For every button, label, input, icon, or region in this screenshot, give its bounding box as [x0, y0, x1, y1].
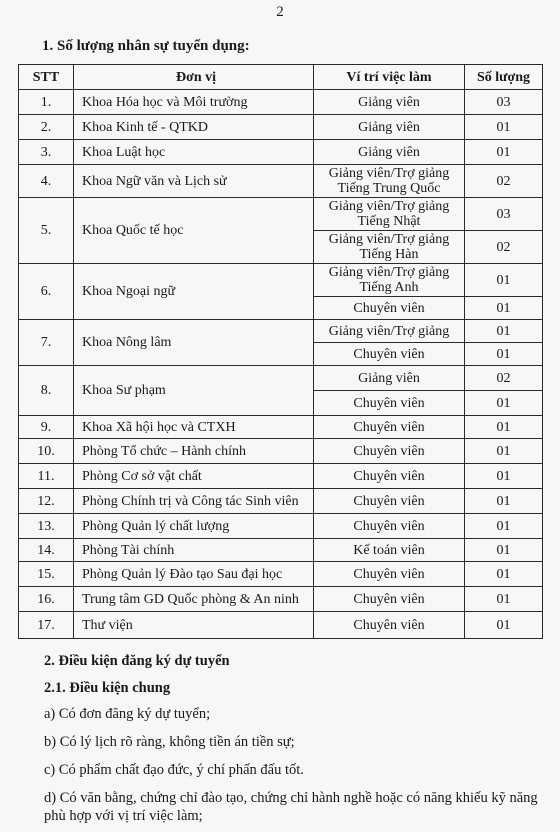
- table-row: [19, 140, 543, 165]
- row-unit: Phòng Tài chính: [74, 539, 314, 562]
- row-stt: 7.: [19, 320, 74, 366]
- section-2-1-title: 2.1. Điều kiện chung: [44, 680, 171, 696]
- row-quantity: 02: [465, 165, 543, 198]
- row-position: Giảng viên/Trợ giảng Tiếng Anh: [314, 264, 465, 297]
- row-unit: Trung tâm GD Quốc phòng & An ninh: [74, 587, 314, 612]
- row-stt: 1.: [19, 90, 74, 115]
- row-position: Kế toán viên: [314, 539, 465, 562]
- row-quantity: 01: [465, 343, 543, 366]
- row-quantity: 03: [465, 198, 543, 231]
- table-row: [19, 514, 543, 539]
- table-row: [19, 539, 543, 562]
- row-quantity: 03: [465, 90, 543, 115]
- table-row: [19, 320, 543, 343]
- table-row: [19, 115, 543, 140]
- row-position: Chuyên viên: [314, 612, 465, 639]
- row-stt: 12.: [19, 489, 74, 514]
- row-stt: 2.: [19, 115, 74, 140]
- table-row: [19, 165, 543, 198]
- row-stt: 5.: [19, 198, 74, 264]
- row-stt: 17.: [19, 612, 74, 639]
- table-row: [19, 464, 543, 489]
- table-row: [19, 439, 543, 464]
- recruitment-table: [18, 64, 543, 639]
- header-quantity: Số lượng: [465, 65, 543, 90]
- row-quantity: 01: [465, 439, 543, 464]
- row-position: Chuyên viên: [314, 439, 465, 464]
- row-position: Chuyên viên: [314, 464, 465, 489]
- row-stt: 9.: [19, 416, 74, 439]
- row-quantity: 02: [465, 231, 543, 264]
- row-unit: Phòng Quản lý Đào tạo Sau đại học: [74, 562, 314, 587]
- row-quantity: 01: [465, 514, 543, 539]
- row-stt: 14.: [19, 539, 74, 562]
- row-unit: Khoa Kinh tế - QTKD: [74, 115, 314, 140]
- row-position: Giảng viên/Trợ giảng: [314, 320, 465, 343]
- row-position: Giảng viên: [314, 115, 465, 140]
- row-quantity: 01: [465, 320, 543, 343]
- row-stt: 4.: [19, 165, 74, 198]
- row-unit: Phòng Cơ sở vật chất: [74, 464, 314, 489]
- table-row: [19, 612, 543, 639]
- row-position: Chuyên viên: [314, 562, 465, 587]
- row-quantity: 01: [465, 489, 543, 514]
- row-position: Giảng viên: [314, 140, 465, 165]
- row-position: Giảng viên: [314, 90, 465, 115]
- row-unit: Khoa Ngoại ngữ: [74, 264, 314, 320]
- row-position: Chuyên viên: [314, 514, 465, 539]
- row-unit: Phòng Quản lý chất lượng: [74, 514, 314, 539]
- row-quantity: 01: [465, 612, 543, 639]
- row-quantity: 01: [465, 391, 543, 416]
- row-quantity: 01: [465, 416, 543, 439]
- row-position: Chuyên viên: [314, 391, 465, 416]
- row-position: Giảng viên/Trợ giảng Tiếng Hàn: [314, 231, 465, 264]
- row-position: Chuyên viên: [314, 343, 465, 366]
- condition-d: d) Có văn bằng, chứng chỉ đào tạo, chứng chỉ hành nghề hoặc có năng khiếu kỹ năng phù hợp với vị trí việc làm;: [44, 790, 538, 824]
- row-quantity: 01: [465, 115, 543, 140]
- condition-b: b) Có lý lịch rõ ràng, không tiền án tiền sự;: [44, 734, 295, 750]
- row-quantity: 01: [465, 562, 543, 587]
- row-unit: Phòng Tổ chức – Hành chính: [74, 439, 314, 464]
- section-2-title: 2. Điều kiện đăng ký dự tuyển: [44, 653, 230, 669]
- row-quantity: 01: [465, 140, 543, 165]
- table-row: [19, 489, 543, 514]
- row-position: Giảng viên/Trợ giảng Tiếng Trung Quốc: [314, 165, 465, 198]
- page-number: 2: [276, 4, 284, 20]
- table-header-row: [19, 65, 543, 90]
- row-unit: Khoa Luật học: [74, 140, 314, 165]
- table-row: [19, 416, 543, 439]
- row-stt: 8.: [19, 366, 74, 416]
- row-stt: 13.: [19, 514, 74, 539]
- row-quantity: 02: [465, 366, 543, 391]
- table-row: [19, 264, 543, 297]
- header-stt: STT: [19, 65, 74, 90]
- row-stt: 16.: [19, 587, 74, 612]
- row-unit: Khoa Quốc tế học: [74, 198, 314, 264]
- table-row: [19, 562, 543, 587]
- row-quantity: 01: [465, 587, 543, 612]
- row-position: Chuyên viên: [314, 297, 465, 320]
- condition-c: c) Có phẩm chất đạo đức, ý chí phấn đấu tốt.: [44, 762, 304, 778]
- row-position: Chuyên viên: [314, 489, 465, 514]
- section-1-title: 1. Số lượng nhân sự tuyển dụng:: [42, 38, 250, 54]
- row-stt: 3.: [19, 140, 74, 165]
- table-row: [19, 198, 543, 231]
- row-stt: 15.: [19, 562, 74, 587]
- row-position: Chuyên viên: [314, 587, 465, 612]
- row-unit: Phòng Chính trị và Công tác Sinh viên: [74, 489, 314, 514]
- row-unit: Khoa Sư phạm: [74, 366, 314, 416]
- table-row: [19, 90, 543, 115]
- row-stt: 11.: [19, 464, 74, 489]
- header-position: Ví trí việc làm: [314, 65, 465, 90]
- row-position: Giảng viên: [314, 366, 465, 391]
- row-unit: Khoa Nông lâm: [74, 320, 314, 366]
- row-unit: Khoa Hóa học và Môi trường: [74, 90, 314, 115]
- row-position: Giảng viên/Trợ giảng Tiếng Nhật: [314, 198, 465, 231]
- row-quantity: 01: [465, 264, 543, 297]
- row-quantity: 01: [465, 464, 543, 489]
- table-row: [19, 366, 543, 391]
- row-quantity: 01: [465, 539, 543, 562]
- row-unit: Thư viện: [74, 612, 314, 639]
- table-row: [19, 587, 543, 612]
- row-quantity: 01: [465, 297, 543, 320]
- row-position: Chuyên viên: [314, 416, 465, 439]
- row-stt: 6.: [19, 264, 74, 320]
- row-unit: Khoa Xã hội học và CTXH: [74, 416, 314, 439]
- row-unit: Khoa Ngữ văn và Lịch sử: [74, 165, 314, 198]
- row-stt: 10.: [19, 439, 74, 464]
- header-unit: Đơn vị: [74, 65, 314, 90]
- condition-a: a) Có đơn đăng ký dự tuyển;: [44, 706, 211, 722]
